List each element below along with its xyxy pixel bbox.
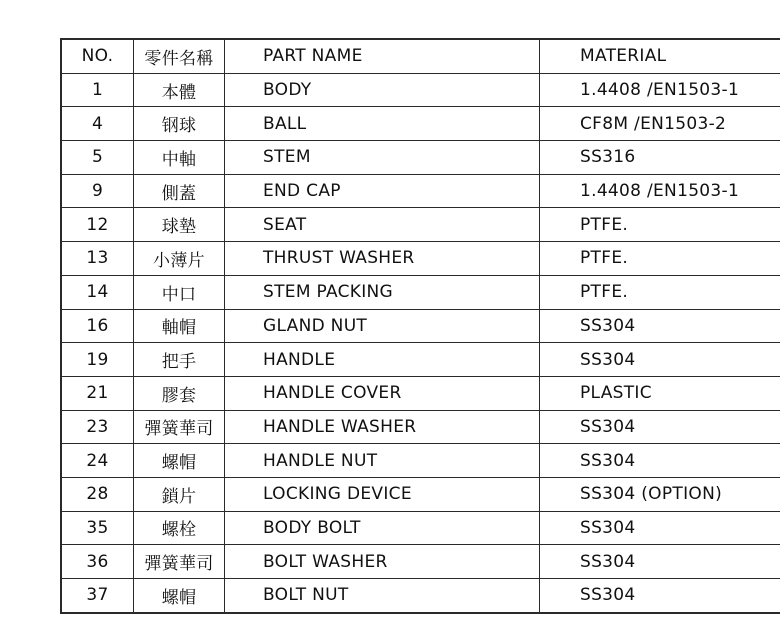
cell-material: PTFE. bbox=[540, 208, 780, 242]
cell-part-name: HANDLE WASHER bbox=[225, 410, 540, 444]
table-row bbox=[61, 309, 780, 343]
table-row bbox=[61, 410, 780, 444]
cell-chinese-name: 本體 bbox=[134, 73, 225, 107]
cell-no: 24 bbox=[61, 444, 134, 478]
cell-material: SS304 bbox=[540, 579, 780, 613]
cell-chinese-name: 球墊 bbox=[134, 208, 225, 242]
header-part-name: PART NAME bbox=[225, 39, 540, 73]
cell-material: PTFE. bbox=[540, 242, 780, 276]
cell-chinese-name: 把手 bbox=[134, 343, 225, 377]
cell-chinese-name: 軸帽 bbox=[134, 309, 225, 343]
cell-chinese-name: 中口 bbox=[134, 275, 225, 309]
cell-no: 21 bbox=[61, 376, 134, 410]
cell-no: 12 bbox=[61, 208, 134, 242]
cell-part-name: BODY BOLT bbox=[225, 511, 540, 545]
cell-no: 1 bbox=[61, 73, 134, 107]
cell-chinese-name: 钢球 bbox=[134, 107, 225, 141]
cell-part-name: BOLT WASHER bbox=[225, 545, 540, 579]
cell-part-name: SEAT bbox=[225, 208, 540, 242]
cell-no: 28 bbox=[61, 477, 134, 511]
cell-chinese-name: 彈簧華司 bbox=[134, 545, 225, 579]
table-row bbox=[61, 141, 780, 175]
cell-material: SS316 bbox=[540, 141, 780, 175]
cell-chinese-name: 彈簧華司 bbox=[134, 410, 225, 444]
cell-chinese-name: 中軸 bbox=[134, 141, 225, 175]
cell-part-name: LOCKING DEVICE bbox=[225, 477, 540, 511]
table-row bbox=[61, 73, 780, 107]
cell-chinese-name: 螺帽 bbox=[134, 579, 225, 613]
cell-material: PLASTIC bbox=[540, 376, 780, 410]
table-row bbox=[61, 477, 780, 511]
header-chinese-name: 零件名稱 bbox=[134, 39, 225, 73]
cell-part-name: HANDLE bbox=[225, 343, 540, 377]
parts-table bbox=[60, 38, 780, 614]
cell-part-name: HANDLE COVER bbox=[225, 376, 540, 410]
cell-material: SS304 bbox=[540, 444, 780, 478]
table-row bbox=[61, 275, 780, 309]
cell-chinese-name: 小薄片 bbox=[134, 242, 225, 276]
cell-no: 13 bbox=[61, 242, 134, 276]
cell-part-name: HANDLE NUT bbox=[225, 444, 540, 478]
cell-no: 37 bbox=[61, 579, 134, 613]
table-row bbox=[61, 242, 780, 276]
cell-chinese-name: 螺帽 bbox=[134, 444, 225, 478]
table-row bbox=[61, 376, 780, 410]
cell-no: 23 bbox=[61, 410, 134, 444]
table-row bbox=[61, 444, 780, 478]
cell-chinese-name: 側蓋 bbox=[134, 174, 225, 208]
cell-material: SS304 bbox=[540, 343, 780, 377]
table-row bbox=[61, 545, 780, 579]
cell-material: SS304 bbox=[540, 309, 780, 343]
cell-material: SS304 bbox=[540, 511, 780, 545]
table-row bbox=[61, 107, 780, 141]
table-header-row bbox=[61, 39, 780, 73]
table-row bbox=[61, 579, 780, 613]
header-no: NO. bbox=[61, 39, 134, 73]
cell-material: 1.4408 /EN1503-1 bbox=[540, 174, 780, 208]
table-row bbox=[61, 174, 780, 208]
cell-part-name: STEM bbox=[225, 141, 540, 175]
cell-no: 36 bbox=[61, 545, 134, 579]
cell-material: CF8M /EN1503-2 bbox=[540, 107, 780, 141]
cell-material: SS304 bbox=[540, 410, 780, 444]
table-row bbox=[61, 208, 780, 242]
cell-material: 1.4408 /EN1503-1 bbox=[540, 73, 780, 107]
cell-part-name: STEM PACKING bbox=[225, 275, 540, 309]
cell-no: 14 bbox=[61, 275, 134, 309]
header-material: MATERIAL bbox=[540, 39, 780, 73]
cell-part-name: GLAND NUT bbox=[225, 309, 540, 343]
cell-part-name: BODY bbox=[225, 73, 540, 107]
cell-no: 4 bbox=[61, 107, 134, 141]
cell-material: SS304 (OPTION) bbox=[540, 477, 780, 511]
cell-chinese-name: 膠套 bbox=[134, 376, 225, 410]
cell-no: 16 bbox=[61, 309, 134, 343]
cell-no: 35 bbox=[61, 511, 134, 545]
cell-no: 5 bbox=[61, 141, 134, 175]
cell-material: PTFE. bbox=[540, 275, 780, 309]
cell-material: SS304 bbox=[540, 545, 780, 579]
cell-no: 19 bbox=[61, 343, 134, 377]
cell-chinese-name: 鎖片 bbox=[134, 477, 225, 511]
cell-part-name: BALL bbox=[225, 107, 540, 141]
cell-part-name: THRUST WASHER bbox=[225, 242, 540, 276]
table-row bbox=[61, 343, 780, 377]
cell-part-name: END CAP bbox=[225, 174, 540, 208]
table-body bbox=[61, 39, 780, 613]
table-row bbox=[61, 511, 780, 545]
cell-part-name: BOLT NUT bbox=[225, 579, 540, 613]
cell-no: 9 bbox=[61, 174, 134, 208]
cell-chinese-name: 螺栓 bbox=[134, 511, 225, 545]
